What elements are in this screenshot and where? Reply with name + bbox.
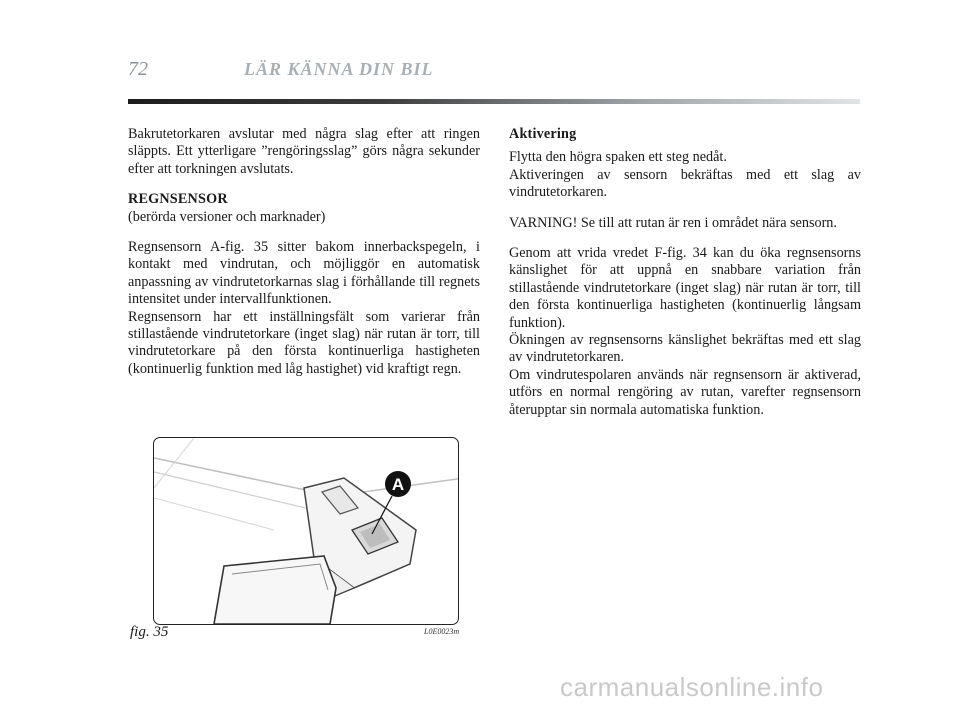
body-paragraph: Regnsensorn har ett inställningsfält som varierar från stillastående vindrutetorkare (inget slag) när rutan är torr, till vindrutetorkare på den första kontinuerliga hastigheten (kontinuerlig funktion med låg hastighet) vid kraftigt regn. xyxy=(128,308,480,377)
subheading-aktivering: Aktivering xyxy=(509,126,577,142)
rain-sensor-illustration xyxy=(154,438,458,624)
body-paragraph: Ökningen av regnsensorns känslighet bekräftas med ett slag av vindrutetorkaren. xyxy=(509,332,861,366)
page-number: 72 xyxy=(128,58,148,80)
body-paragraph: Regnsensorn A-fig. 35 sitter bakom innerbackspegeln, i kontakt med vindrutan, och möjliggör en automatisk anpassning av vindrutetorkarnas slag i förhållande till regnets intensitet under intervallfunktionen. xyxy=(128,239,480,308)
intro-paragraph: Bakrutetorkaren avslutar med några slag efter att ringen släppts. Ett ytterligare ”rengöringsslag” görs några sekunder efter att torkningen avslutats. xyxy=(128,126,480,177)
left-column xyxy=(128,126,480,391)
section-note: (berörda versioner och marknader) xyxy=(128,208,326,225)
body-paragraph: Flytta den högra spaken ett steg nedåt. xyxy=(509,149,727,166)
running-title: LÄR KÄNNA DIN BIL xyxy=(244,59,434,79)
body-paragraph: Aktiveringen av sensorn bekräftas med ett slag av vindrutetorkaren. xyxy=(509,166,861,201)
figure-code: L0E0023m xyxy=(424,627,460,636)
body-paragraph: Genom att vrida vredet F-fig. 34 kan du öka regnsensorns känslighet för att uppnå en snabbare variation från stillastående vindrutetorkare (inget slag) när rutan är torr, till den första kontinuerliga hastigheten (kontinuerlig långsam funktion). xyxy=(509,245,861,331)
header-rule xyxy=(128,99,860,104)
right-column xyxy=(509,126,861,419)
figure-caption: fig. 35 xyxy=(130,624,169,640)
callout-label: A xyxy=(391,475,405,494)
watermark-text: carmanualsonline.info xyxy=(560,672,824,702)
warning-text: VARNING! Se till att rutan är ren i området nära sensorn. xyxy=(509,214,837,231)
figure-35 xyxy=(153,437,459,625)
body-paragraph: Om vindrutespolaren används när regnsensorn är aktiverad, utförs en normal rengöring av rutan, varefter regnsensorn återupptar sin normala automatiska funktion. xyxy=(509,366,861,418)
section-heading: REGNSENSOR xyxy=(128,191,228,208)
